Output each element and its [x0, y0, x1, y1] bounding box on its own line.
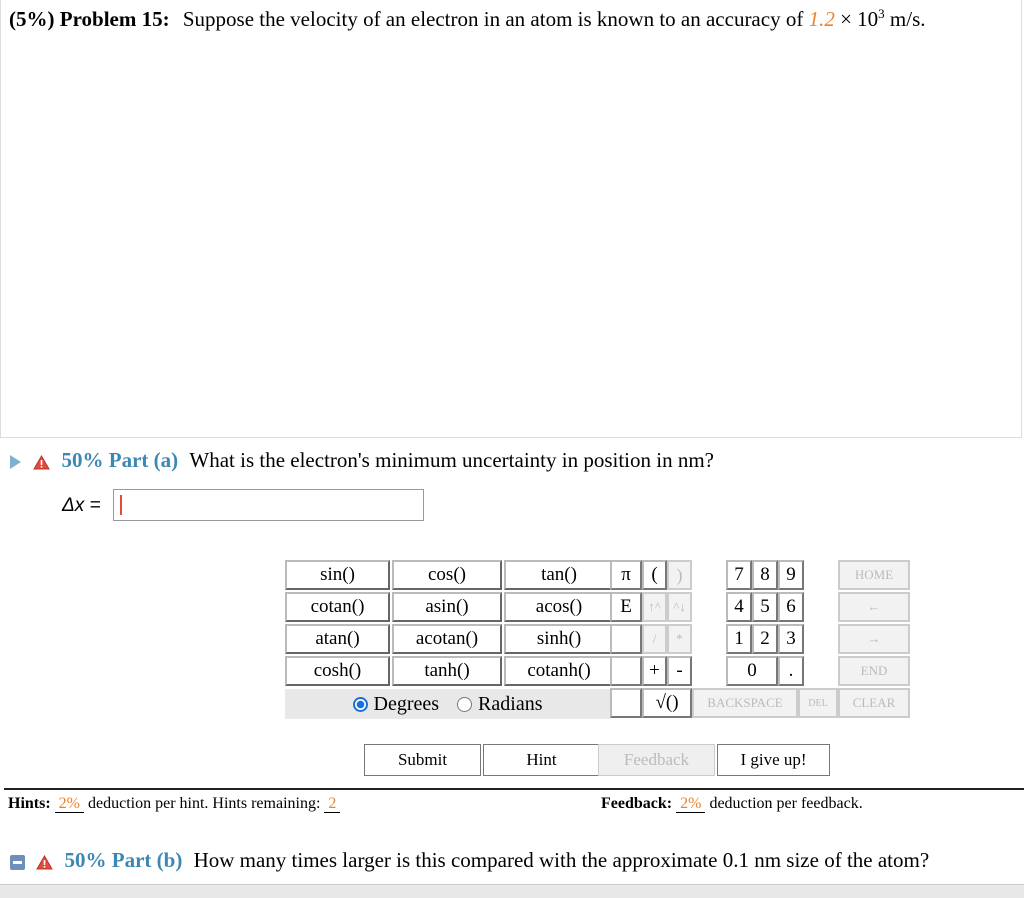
calculator-keypad [285, 560, 910, 720]
give-up-button[interactable]: I give up! [717, 744, 830, 776]
key-5[interactable]: 5 [752, 592, 778, 622]
key-blank-1 [610, 624, 642, 654]
feedback-deduction: 2% [676, 795, 705, 813]
part-b-header [10, 848, 929, 873]
exponent: 3 [878, 6, 885, 21]
problem-panel [0, 0, 1022, 438]
key-8[interactable]: 8 [752, 560, 778, 590]
fn-sinh[interactable]: sinh() [504, 624, 614, 654]
key-divide[interactable]: / [642, 624, 667, 654]
part-a-label: 50% Part (a) [61, 448, 179, 472]
fn-atan[interactable]: atan() [285, 624, 390, 654]
key-lparen[interactable]: ( [642, 560, 667, 590]
divider [4, 788, 1024, 790]
part-b-label: 50% Part (b) [64, 848, 183, 872]
radians-label: Radians [478, 692, 543, 715]
problem-label: Problem 15: [59, 7, 170, 31]
angle-mode-row [285, 689, 610, 719]
problem-statement [9, 6, 926, 32]
radians-radio[interactable] [457, 697, 472, 712]
key-right-arrow[interactable]: → [838, 624, 910, 654]
key-dot[interactable]: . [778, 656, 804, 686]
feedback-button[interactable]: Feedback [598, 744, 715, 776]
key-sqrt[interactable]: √() [642, 688, 692, 718]
key-2[interactable]: 2 [752, 624, 778, 654]
hints-remaining: 2 [324, 795, 340, 813]
key-caret-down[interactable]: ^↓ [667, 592, 692, 622]
key-blank-3 [610, 688, 642, 718]
times-ten: × 10 [840, 7, 879, 31]
key-1[interactable]: 1 [726, 624, 752, 654]
delta-x-label: Δx = [62, 495, 101, 516]
part-b-question: How many times larger is this compared with the approximate 0.1 nm size of the atom? [193, 848, 930, 872]
key-rparen[interactable]: ) [667, 560, 692, 590]
key-6[interactable]: 6 [778, 592, 804, 622]
expand-arrow-icon[interactable] [10, 455, 21, 469]
fn-cotanh[interactable]: cotanh() [504, 656, 614, 686]
velocity-accuracy-value: 1.2 [808, 7, 835, 31]
degrees-label: Degrees [373, 692, 440, 715]
key-clear[interactable]: CLEAR [838, 688, 910, 718]
key-end[interactable]: END [838, 656, 910, 686]
collapse-icon[interactable] [10, 855, 25, 870]
key-9[interactable]: 9 [778, 560, 804, 590]
fn-tan[interactable]: tan() [504, 560, 614, 590]
bottom-bar [0, 884, 1024, 898]
function-grid [285, 560, 614, 686]
key-home[interactable]: HOME [838, 560, 910, 590]
answer-input[interactable] [113, 489, 424, 521]
hint-button[interactable]: Hint [483, 744, 600, 776]
fn-tanh[interactable]: tanh() [392, 656, 502, 686]
fn-sin[interactable]: sin() [285, 560, 390, 590]
key-3[interactable]: 3 [778, 624, 804, 654]
key-4[interactable]: 4 [726, 592, 752, 622]
hint-deduction: 2% [55, 795, 84, 813]
fn-acos[interactable]: acos() [504, 592, 614, 622]
velocity-unit: m/s. [889, 7, 926, 31]
hints-info [8, 795, 340, 813]
key-del[interactable]: DEL [798, 688, 838, 718]
warning-icon [36, 855, 53, 870]
submit-button[interactable]: Submit [364, 744, 481, 776]
key-multiply[interactable]: * [667, 624, 692, 654]
key-e[interactable]: E [610, 592, 642, 622]
key-plus[interactable]: + [642, 656, 667, 686]
fn-cos[interactable]: cos() [392, 560, 502, 590]
problem-text: Suppose the velocity of an electron in an atom is known to an accuracy of [182, 7, 804, 31]
part-a-question: What is the electron's minimum uncertainty in position in nm? [189, 448, 714, 472]
degrees-radio[interactable] [353, 697, 368, 712]
part-a-header [10, 448, 714, 473]
key-up-caret[interactable]: ↑^ [642, 592, 667, 622]
key-pi[interactable]: π [610, 560, 642, 590]
fn-cosh[interactable]: cosh() [285, 656, 390, 686]
fn-cotan[interactable]: cotan() [285, 592, 390, 622]
warning-icon [33, 455, 50, 470]
feedback-text: deduction per feedback. [709, 795, 863, 812]
feedback-info [601, 795, 863, 813]
problem-weight: (5%) [9, 7, 55, 31]
key-0[interactable]: 0 [726, 656, 778, 686]
hints-text: deduction per hint. Hints remaining: [88, 795, 321, 812]
fn-acotan[interactable]: acotan() [392, 624, 502, 654]
hints-label: Hints: [8, 795, 51, 812]
fn-asin[interactable]: asin() [392, 592, 502, 622]
key-left-arrow[interactable]: ← [838, 592, 910, 622]
key-7[interactable]: 7 [726, 560, 752, 590]
feedback-label: Feedback: [601, 795, 673, 812]
text-cursor [120, 495, 122, 515]
key-backspace[interactable]: BACKSPACE [692, 688, 798, 718]
key-blank-2 [610, 656, 642, 686]
key-minus[interactable]: - [667, 656, 692, 686]
